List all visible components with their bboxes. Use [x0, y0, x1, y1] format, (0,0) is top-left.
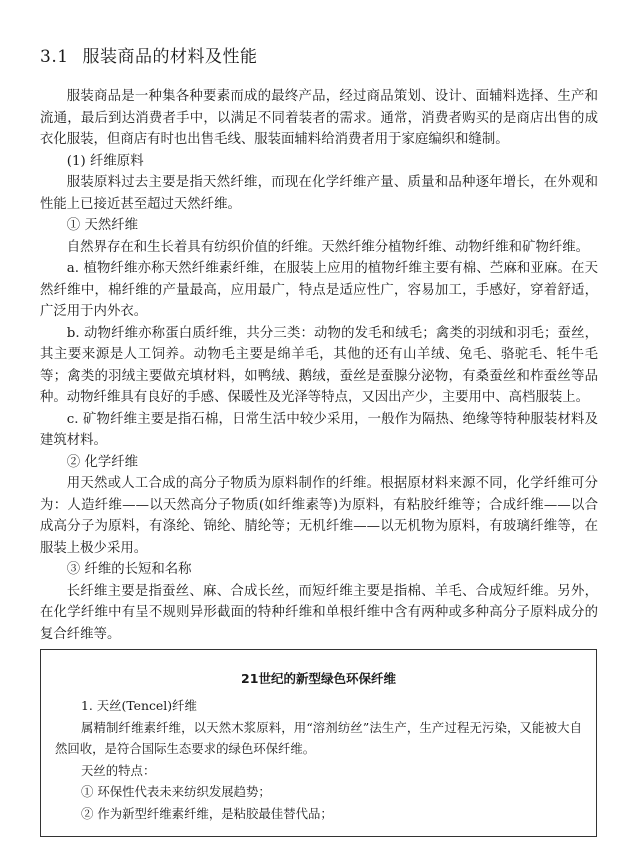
subheading-fiber-materials: (1) 纤维原料: [66, 153, 144, 169]
section-heading: [40, 42, 258, 67]
box-description: 属精制纤维素纤维，以天然木浆原料，用“溶剂纺丝”法生产，生产过程无污染，又能被大自然回收，是符合国际生态要求的绿色环保纤维。: [55, 719, 582, 756]
box-heading: 1. 天丝(Tencel)纤维: [81, 698, 197, 713]
paragraph-fiber-length: 长纤维主要是指蚕丝、麻、合成长丝，而短纤维主要是指棉、羊毛、合成短纤维。另外，在化学纤维中有呈不规则异形截面的特种纤维和单根纤维中含有两种或多种高分子原料成分的复合纤维等。: [40, 583, 598, 642]
section-title: 服装商品的材料及性能: [82, 47, 258, 67]
paragraph-animal-fiber: b. 动物纤维亦称蛋白质纤维，共分三类：动物的发毛和绒毛；禽类的羽绒和羽毛；蚕丝，其主要来源是人工饲养。动物毛主要是绵羊毛，其他的还有山羊绒、兔毛、骆驼毛、牦牛毛等；禽类的羽绒主要做充填材料，如鸭绒、鹅绒，蚕丝是蚕腺分泌物，有桑蚕丝和柞蚕丝等品种。动物纤维具有良好的手感、保暖性及光泽等特点，又因出产少，主要用中、高档服装上。: [40, 325, 598, 405]
box-feature-item: ① 环保性代表未来纺织发展趋势；: [81, 784, 271, 799]
sidebar-box: [40, 649, 597, 837]
subheading-fiber-length: ③ 纤维的长短和名称: [66, 562, 192, 577]
body-text: [40, 86, 598, 645]
paragraph-mineral-fiber: c. 矿物纤维主要是指石棉，日常生活中较少采用，一般作为隔热、绝缘等特种服装材料及建筑材料。: [40, 411, 598, 448]
paragraph-chemical-fiber: 用天然或人工合成的高分子物质为原料制作的纤维。根据原材料来源不同，化学纤维可分为：人造纤维——以天然高分子物质(如纤维素等)为原料，有粘胶纤维等；合成纤维——以合成高分子为原料，有涤纶、锦纶、腈纶等；无机纤维——以无机物为原料，有玻璃纤维等，在服装上极少采用。: [40, 476, 598, 556]
section-number: 3.1: [40, 47, 69, 67]
box-features-label: 天丝的特点：: [81, 762, 156, 778]
paragraph-intro: 服装商品是一种集各种要素而成的最终产品，经过商品策划、设计、面辅料选择、生产和流通，最后到达消费者手中，以满足不同着装者的需求。通常，消费者购买的是商店出售的成衣化服装，但商店有时也出售毛线、服装面辅料给消费者用于家庭编织和缝制。: [40, 89, 598, 147]
paragraph-natural-fiber: 自然界存在和生长着具有纺织价值的纤维。天然纤维分植物纤维、动物纤维和矿物纤维。: [66, 239, 590, 255]
box-title: 21世纪的新型绿色环保纤维: [241, 671, 396, 686]
subheading-chemical-fiber: ② 化学纤维: [66, 454, 139, 470]
subheading-natural-fiber: ① 天然纤维: [66, 218, 139, 233]
box-body: [41, 687, 596, 824]
paragraph-plant-fiber: a. 植物纤维亦称天然纤维素纤维，在服装上应用的植物纤维主要有棉、苎麻和亚麻。在天然纤维中，棉纤维的产量最高，应用最广，特点是适应性广，容易加工，手感好，穿着舒适，广泛用于内外衣。: [40, 261, 598, 319]
paragraph-fiber-overview: 服装原料过去主要是指天然纤维，而现在化学纤维产量、质量和品种逐年增长，在外观和性能上已接近甚至超过天然纤维。: [40, 175, 598, 212]
box-feature-item: ② 作为新型纤维素纤维，是粘胶最佳替代品；: [81, 805, 333, 821]
